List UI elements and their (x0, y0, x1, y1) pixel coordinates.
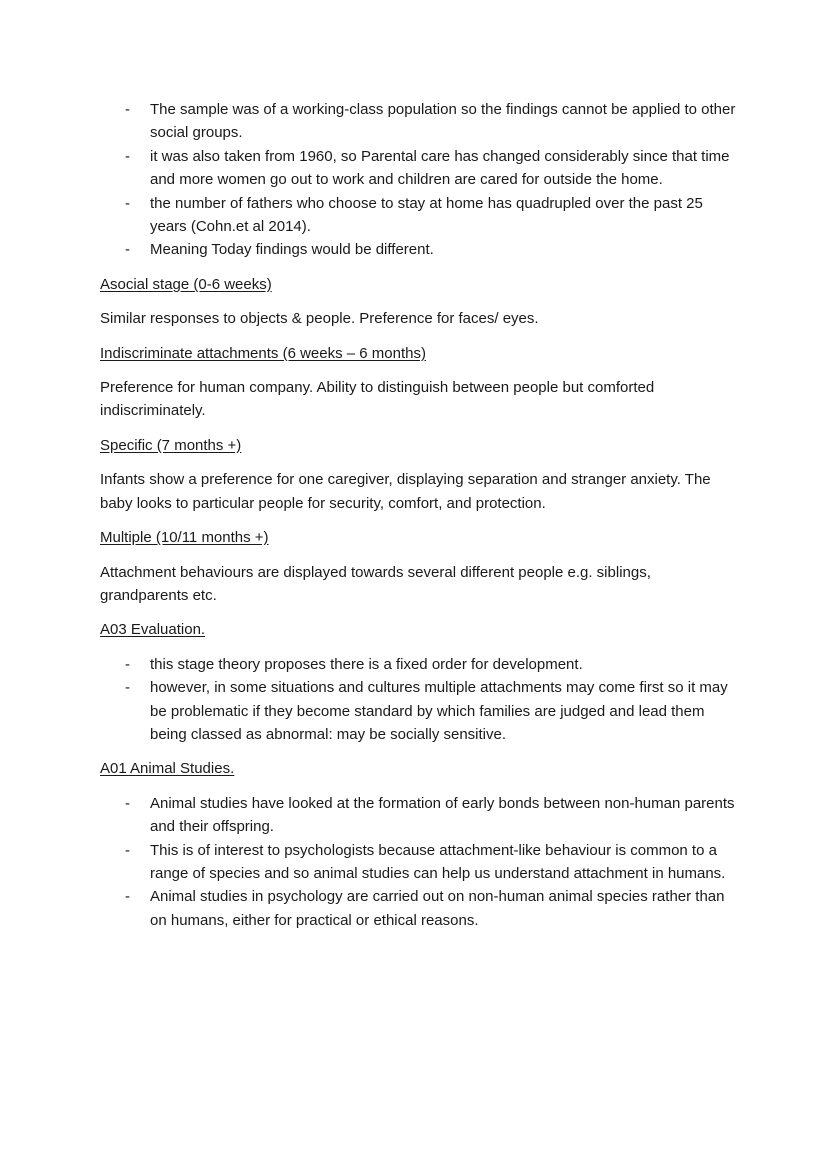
list-item-text: Animal studies have looked at the formation of early bonds between non-human parents and their offspring. (150, 794, 735, 836)
bullet-dash: - (125, 655, 130, 673)
list-item-text: Meaning Today findings would be different. (150, 241, 434, 259)
section-text-indiscriminate: Preference for human company. Ability to distinguish between people but comforted indiscriminately. (100, 379, 655, 420)
evaluation-bullet-list (100, 653, 740, 747)
section-heading-evaluation: A03 Evaluation. (100, 621, 206, 639)
bullet-dash: - (125, 679, 130, 697)
list-item-text: The sample was of a working-class population so the findings cannot be applied to other social groups. (150, 101, 736, 142)
list-item (100, 885, 740, 932)
bullet-dash: - (125, 241, 130, 259)
list-item (100, 98, 740, 145)
list-item (100, 839, 740, 886)
list-item-text: it was also taken from 1960, so Parental care has changed considerably since that time and more women go out to work and children are cared for outside the home. (150, 147, 730, 189)
list-item (100, 145, 740, 192)
list-item (100, 676, 740, 746)
list-item-text: This is of interest to psychologists because attachment-like behaviour is common to a range of species and so animal studies can help us understand attachment in humans. (150, 841, 726, 882)
list-item (100, 792, 740, 839)
list-item-text: however, in some situations and cultures multiple attachments may come first so it may be problematic if they become standard by which families are judged and lead them being classed as abnormal: may be socially sensitive. (150, 679, 728, 743)
list-item-text: the number of fathers who choose to stay at home has quadrupled over the past 25 years (Cohn.et al 2014). (150, 194, 703, 236)
list-item (100, 192, 740, 239)
document-body (100, 98, 740, 932)
section-text-specific: Infants show a preference for one caregiver, displaying separation and stranger anxiety. The baby looks to particular people for security, comfort, and protection. (100, 471, 711, 512)
bullet-dash: - (125, 101, 130, 118)
section-heading-multiple: Multiple (10/11 months +) (100, 529, 269, 547)
intro-bullet-list (100, 98, 740, 262)
bullet-dash: - (125, 147, 130, 165)
list-item-text: this stage theory proposes there is a fixed order for development. (150, 655, 583, 673)
section-heading-asocial: Asocial stage (0-6 weeks) (100, 275, 272, 293)
bullet-dash: - (125, 841, 130, 859)
section-heading-indiscriminate: Indiscriminate attachments (6 weeks – 6 months) (100, 344, 426, 362)
section-heading-animal-studies: A01 Animal Studies. (100, 760, 235, 778)
section-text-multiple: Attachment behaviours are displayed towards several different people e.g. siblings, grandparents etc. (100, 563, 651, 604)
list-item (100, 238, 740, 261)
list-item (100, 653, 740, 676)
section-heading-specific: Specific (7 months +) (100, 436, 242, 454)
bullet-dash: - (125, 194, 130, 212)
animal-bullet-list (100, 792, 740, 932)
list-item-text: Animal studies in psychology are carried out on non-human animal species rather than on humans, either for practical or ethical reasons. (150, 888, 725, 929)
section-text-asocial: Similar responses to objects & people. Preference for faces/ eyes. (100, 310, 539, 328)
bullet-dash: - (125, 794, 130, 812)
bullet-dash: - (125, 888, 130, 906)
